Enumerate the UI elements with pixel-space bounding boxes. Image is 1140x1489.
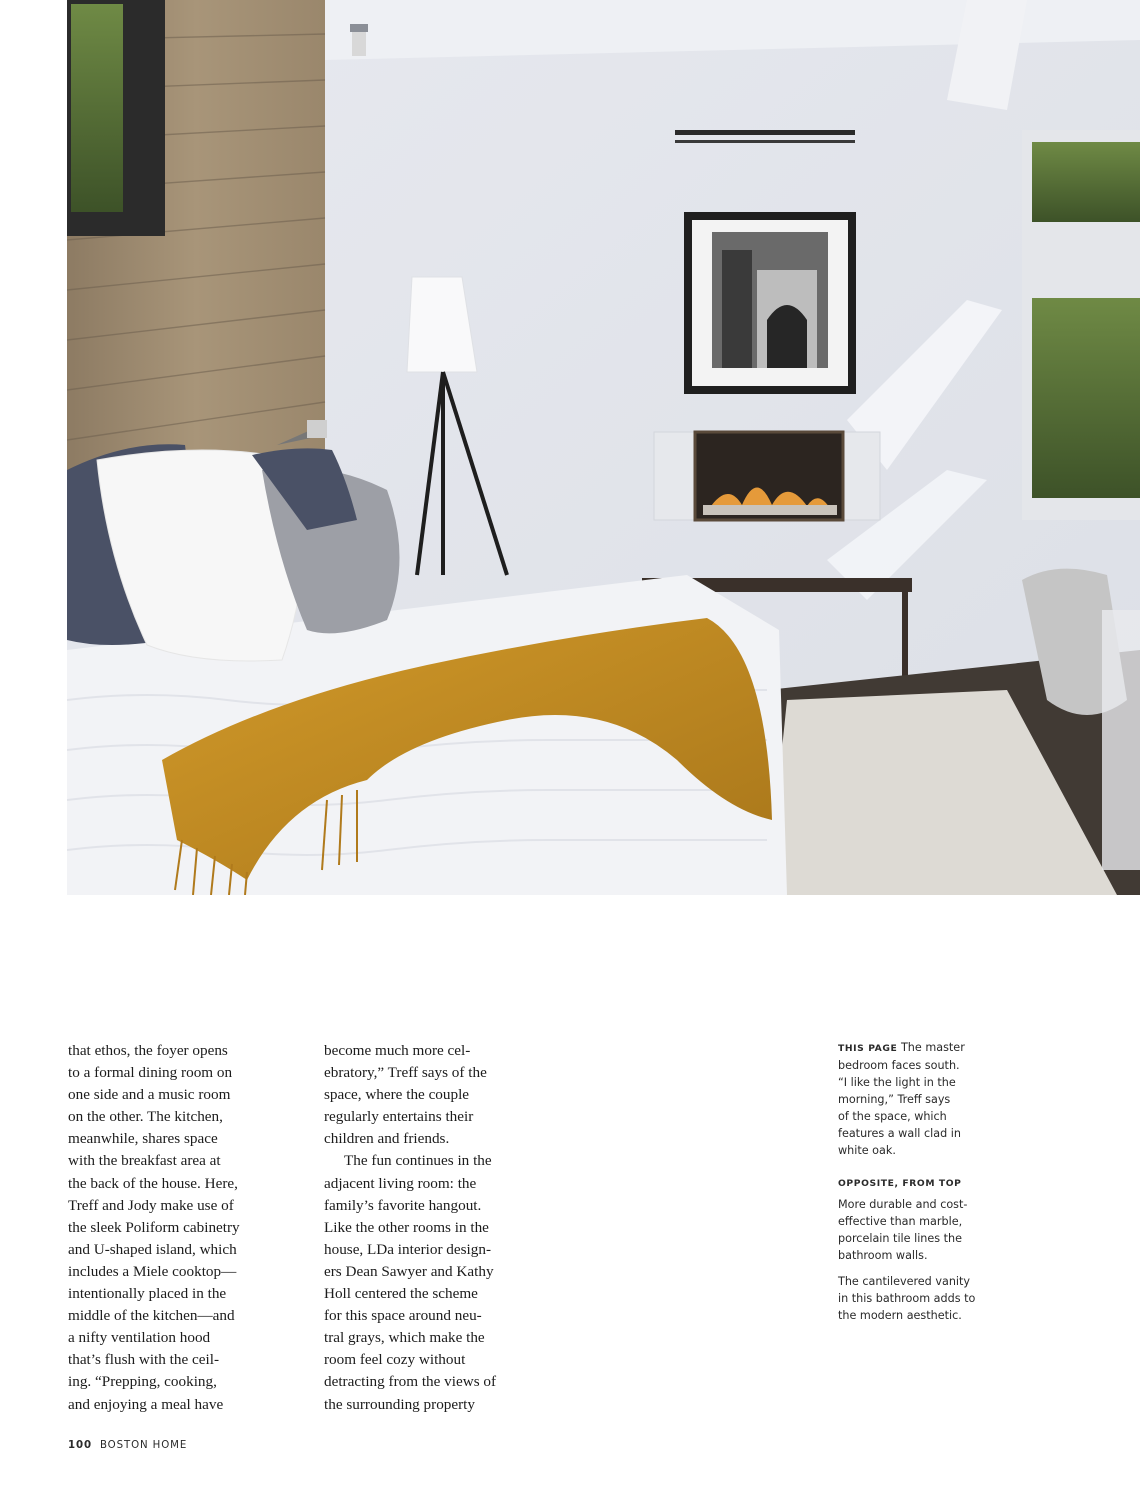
article-paragraph: The fun continues in the adjacent living room: the family’s favorite hangout. Like the other rooms in the house, LDa interior design- ers Dean Sawyer and Kathy Holl centered the scheme for this space around neu- tral grays, which make the room feel cozy without detracting from the views of the surrounding property bbox=[324, 1152, 497, 1413]
bedroom-photo bbox=[67, 0, 1140, 895]
caption-label: OPPOSITE, FROM TOP bbox=[838, 1178, 962, 1189]
page-folio bbox=[68, 1440, 187, 1451]
article-paragraph: become much more cel- ebratory,” Treff says of the space, where the couple regularly entertains their children and friends. bbox=[324, 1042, 487, 1148]
caption-text: The master bedroom faces south. “I like the light in the morning,” Treff says of the space, which features a wall clad in white oak. bbox=[838, 1041, 965, 1157]
publication-name: BOSTON HOME bbox=[99, 1440, 188, 1451]
page-number: 100 bbox=[68, 1440, 92, 1451]
article-paragraph: that ethos, the foyer opens to a formal dining room on one side and a music room on the other. The kitchen, meanwhile, shares space with the breakfast area at the back of the house. Here, Treff and Jody make use of the sleek Poliform cabinetry and U-shaped island, which includes a Miele cooktop— intentionally placed in the middle of the kitchen—and a nifty ventilation hood that’s flush with the ceil- ing. “Prepping, cooking, and enjoying a meal have bbox=[68, 1042, 240, 1413]
caption-label: THIS PAGE bbox=[838, 1043, 898, 1054]
caption-text: More durable and cost- effective than marble, porcelain tile lines the bathroom walls. bbox=[838, 1198, 968, 1262]
caption-this-page bbox=[838, 1039, 988, 1159]
caption-text: The cantilevered vanity in this bathroom adds to the modern aesthetic. bbox=[838, 1275, 976, 1322]
article-column-1 bbox=[68, 1040, 280, 1416]
article-column-2 bbox=[324, 1040, 536, 1416]
photo-caption bbox=[838, 1039, 988, 1324]
